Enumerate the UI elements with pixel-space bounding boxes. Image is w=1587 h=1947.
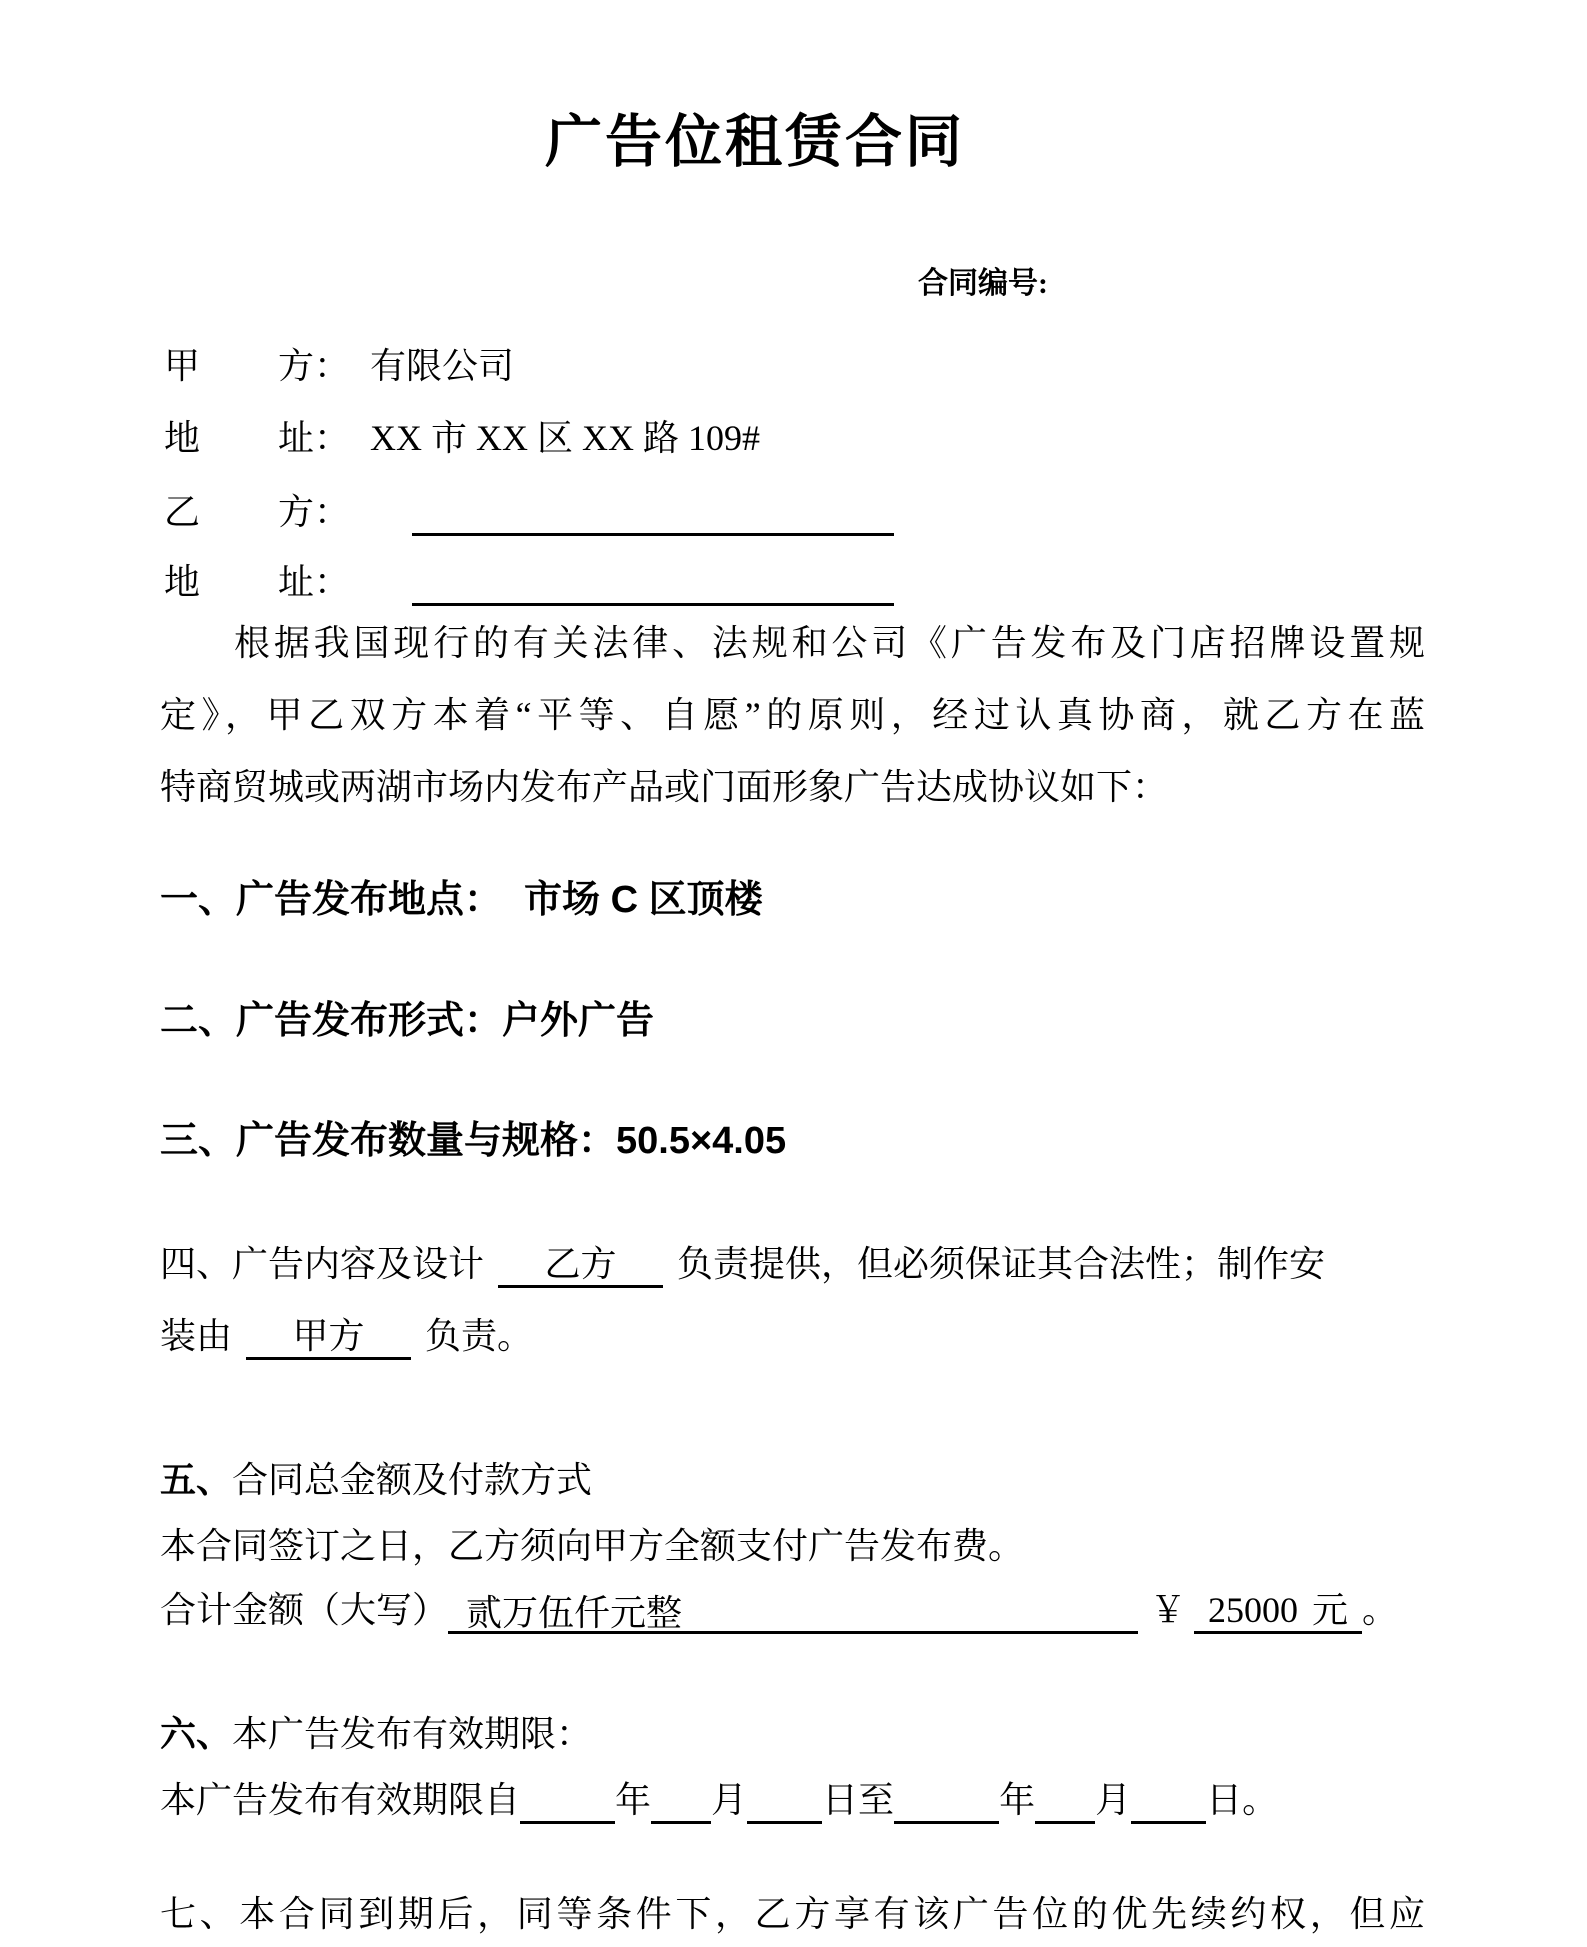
address-label-char1: 地 — [164, 418, 201, 458]
party-b-row — [160, 488, 1425, 536]
section-1-heading: 一、广告发布地点： — [160, 879, 503, 921]
section-1-value: 市场 C 区顶楼 — [524, 879, 763, 921]
amount-in-digits-blank — [1194, 1586, 1362, 1634]
preamble-line-3: 特商贸城或两湖市场内发布产品或门面形象广告达成协议如下： — [160, 767, 1169, 807]
section-5-amount-row — [160, 1586, 1425, 1634]
section-4-line-1 — [160, 1240, 1425, 1288]
end-day-blank — [1131, 1776, 1206, 1824]
section-3-value: 50.5×4.05 — [616, 1120, 787, 1162]
party-a-label — [164, 342, 314, 390]
party-b-address-blank-field — [412, 558, 894, 606]
section-6-heading: 本广告发布有效期限： — [232, 1714, 593, 1754]
party-b-blank-field — [412, 488, 894, 536]
end-month-label: 月 — [1095, 1780, 1132, 1820]
section-7-line: 七、本合同到期后，同等条件下，乙方享有该广告位的优先续约权，但应 — [160, 1894, 1425, 1934]
party-a-label-char2: 方 — [277, 346, 314, 386]
document-title: 广告位租赁合同 — [545, 110, 965, 174]
section-6-dates-row — [160, 1776, 1425, 1824]
section-6-heading-row — [160, 1710, 1425, 1758]
party-a-address-value: XX 市 XX 区 XX 路 109# — [370, 418, 761, 458]
section-5-heading: 合同总金额及付款方式 — [232, 1460, 593, 1500]
party-b-label — [164, 488, 314, 536]
party-a-value: 有限公司 — [370, 346, 515, 386]
amount-label: 合计金额（大写） — [160, 1590, 449, 1630]
section-3-row — [160, 1117, 1425, 1165]
section-2-heading: 二、广告发布形式： — [160, 1000, 503, 1042]
address2-label-char1: 地 — [164, 562, 201, 602]
section-4-blank-party-b: 乙方 — [498, 1240, 663, 1288]
section-5-payment-line: 本合同签订之日，乙方须向甲方全额支付广告发布费。 — [160, 1526, 1025, 1566]
section-2-row — [160, 997, 1425, 1045]
party-a-address-label — [164, 414, 314, 462]
preamble-line-2: 定》，甲乙双方本着“平等、自愿”的原则，经过认真协商，就乙方在蓝 — [160, 695, 1425, 735]
section-5-heading-row — [160, 1456, 1425, 1504]
amount-in-words-blank: 贰万伍仟元整 — [448, 1589, 1138, 1634]
section-3-heading: 三、广告发布数量与规格： — [160, 1120, 617, 1162]
section-5-number: 五、 — [160, 1460, 233, 1500]
end-year-label: 年 — [999, 1780, 1036, 1820]
start-month-label: 月 — [711, 1780, 748, 1820]
amount-digits: 25000 — [1208, 1590, 1299, 1630]
party-b-address-colon: ： — [314, 562, 351, 602]
party-a-row — [160, 342, 1425, 390]
party-a-label-char1: 甲 — [164, 346, 201, 386]
party-b-colon: ： — [314, 492, 351, 532]
party-a-address-colon: ： — [314, 418, 351, 458]
party-a-colon: ： — [314, 346, 351, 386]
section-6-prefix: 本广告发布有效期限自 — [160, 1780, 521, 1820]
party-b-label-char1: 乙 — [164, 492, 201, 532]
party-b-label-char2: 方 — [277, 492, 314, 532]
section-4-line-2 — [160, 1312, 1425, 1360]
party-b-address-row — [160, 558, 1425, 606]
section-4-line2-suffix: 负责。 — [425, 1316, 534, 1356]
start-day-blank — [747, 1776, 822, 1824]
contract-number-label: 合同编号: — [918, 267, 1048, 300]
start-day-to-label: 日至 — [822, 1780, 895, 1820]
party-a-address-row — [160, 414, 1425, 462]
start-year-blank — [520, 1776, 615, 1824]
section-4-prefix: 四、广告内容及设计 — [160, 1244, 485, 1284]
currency-symbol: ￥ — [1150, 1590, 1187, 1630]
end-year-blank — [894, 1776, 999, 1824]
start-month-blank — [651, 1776, 711, 1824]
section-2-value: 户外广告 — [502, 1000, 655, 1042]
amount-period: 。 — [1362, 1590, 1399, 1630]
section-4-blank-party-a: 甲方 — [246, 1312, 411, 1360]
party-b-address-label — [164, 558, 314, 606]
address2-label-char2: 址 — [277, 562, 314, 602]
address-label-char2: 址 — [277, 418, 314, 458]
section-1-row — [160, 876, 1425, 924]
section-4-suffix: 负责提供，但必须保证其合法性；制作安 — [677, 1244, 1326, 1284]
amount-unit: 元 — [1312, 1590, 1349, 1630]
section-6-number: 六、 — [160, 1714, 233, 1754]
end-day-label: 日。 — [1206, 1780, 1279, 1820]
section-4-line2-prefix: 装由 — [160, 1316, 233, 1356]
start-year-label: 年 — [615, 1780, 652, 1820]
preamble-line-1: 根据我国现行的有关法律、法规和公司《广告发布及门店招牌设置规 — [234, 623, 1425, 663]
end-month-blank — [1035, 1776, 1095, 1824]
